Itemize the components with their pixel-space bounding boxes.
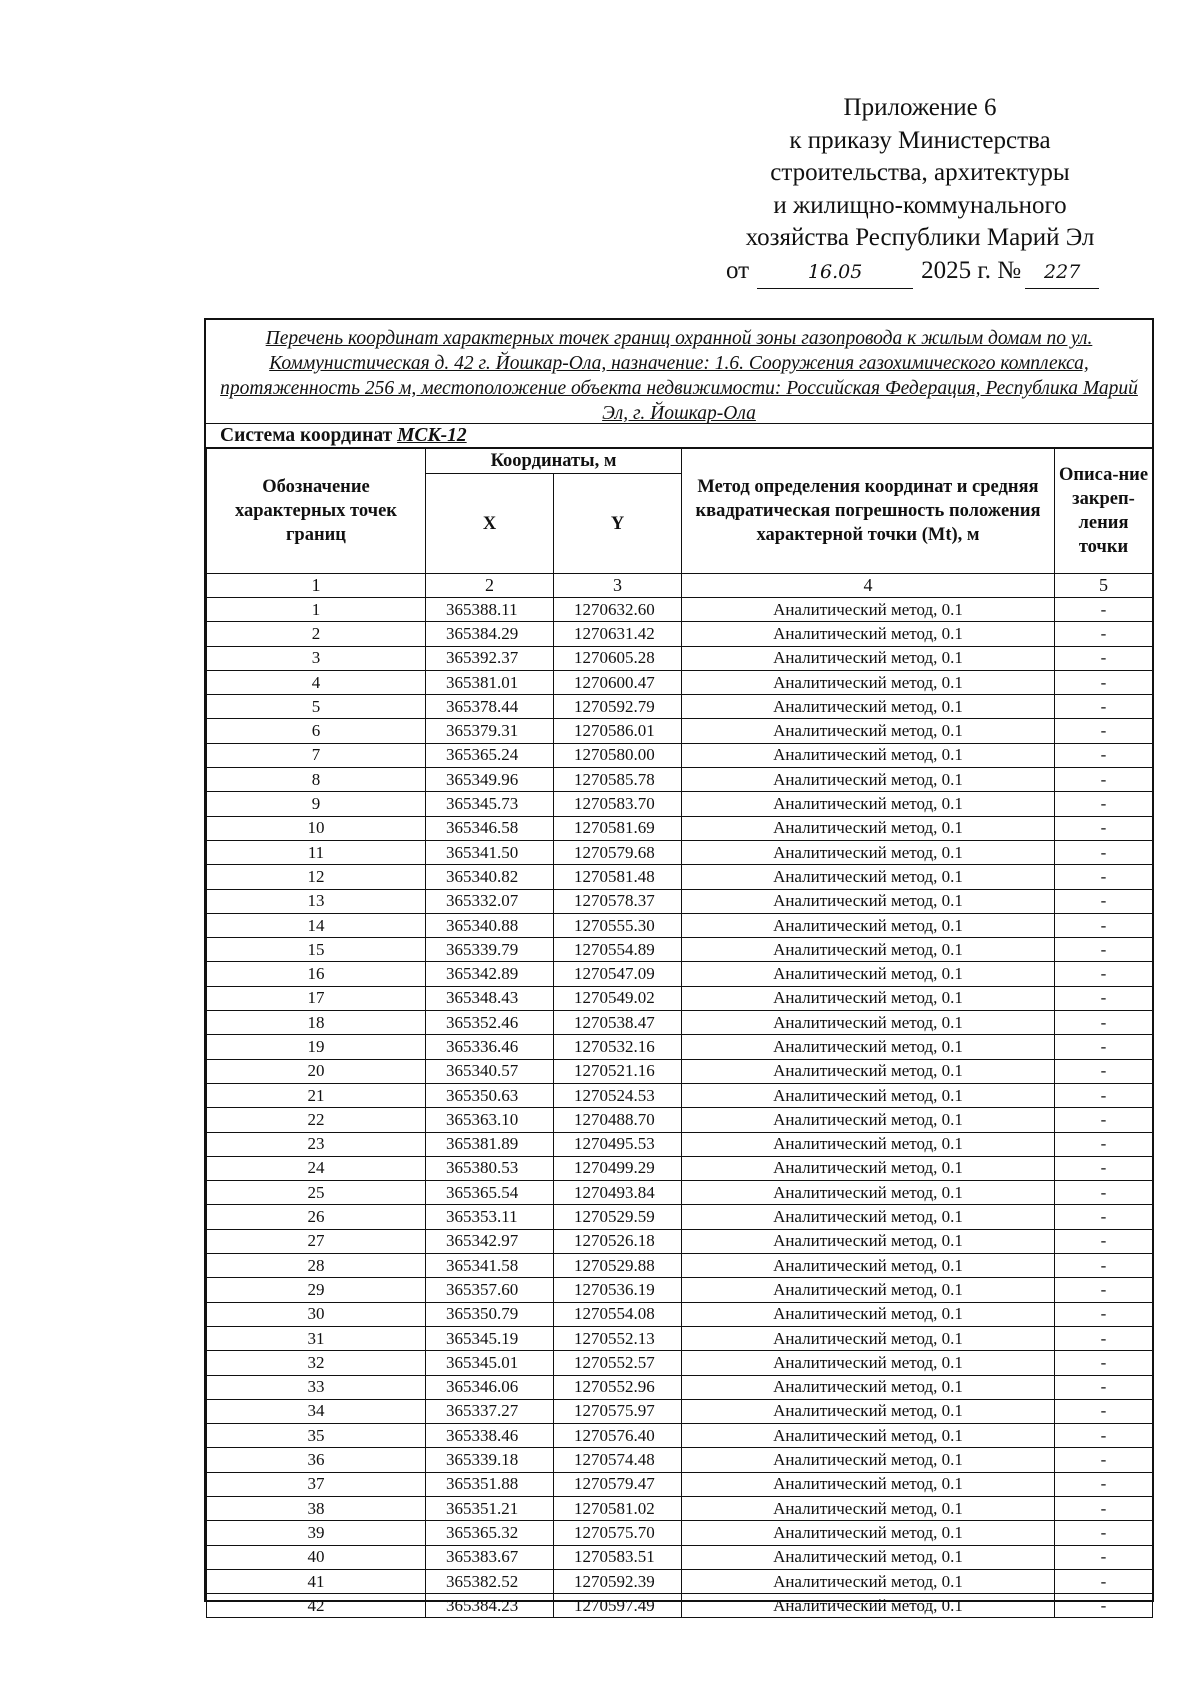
cell-point: 31 [207,1326,426,1350]
cell-method: Аналитический метод, 0.1 [682,1496,1055,1520]
cell-y: 1270524.53 [554,1083,682,1107]
cell-point: 36 [207,1448,426,1472]
cell-y: 1270532.16 [554,1035,682,1059]
cell-point: 30 [207,1302,426,1326]
cell-y: 1270575.70 [554,1521,682,1545]
cell-x: 365365.32 [426,1521,554,1545]
cell-method: Аналитический метод, 0.1 [682,1399,1055,1423]
cell-x: 365381.01 [426,670,554,694]
cell-y: 1270499.29 [554,1156,682,1180]
table-row [207,1035,1153,1059]
table-row [207,1569,1153,1593]
cell-y: 1270585.78 [554,768,682,792]
col-header-method: Метод определения координат и средняя квадратическая погрешность положения характерной точки (Mt), м [682,449,1055,574]
cell-x: 365357.60 [426,1278,554,1302]
table-row [207,962,1153,986]
cell-method: Аналитический метод, 0.1 [682,1448,1055,1472]
cell-point: 2 [207,622,426,646]
col-number-4: 4 [682,574,1055,598]
table-row [207,938,1153,962]
table-row [207,598,1153,622]
table-row [207,1521,1153,1545]
col-number-1: 1 [207,574,426,598]
cell-description: - [1055,598,1153,622]
cell-point: 20 [207,1059,426,1083]
cell-y: 1270592.79 [554,695,682,719]
cell-x: 365381.89 [426,1132,554,1156]
cell-point: 18 [207,1011,426,1035]
cell-x: 365339.79 [426,938,554,962]
table-row [207,1156,1153,1180]
cell-x: 365350.79 [426,1302,554,1326]
table-row [207,1326,1153,1350]
cell-description: - [1055,913,1153,937]
cell-method: Аналитический метод, 0.1 [682,1326,1055,1350]
cell-description: - [1055,1278,1153,1302]
cell-x: 365342.97 [426,1229,554,1253]
cell-method: Аналитический метод, 0.1 [682,816,1055,840]
cell-method: Аналитический метод, 0.1 [682,840,1055,864]
cell-method: Аналитический метод, 0.1 [682,986,1055,1010]
table-row [207,792,1153,816]
cell-description: - [1055,1059,1153,1083]
table-row [207,743,1153,767]
cell-point: 34 [207,1399,426,1423]
cell-method: Аналитический метод, 0.1 [682,1229,1055,1253]
cell-y: 1270554.08 [554,1302,682,1326]
cell-x: 365341.58 [426,1254,554,1278]
cell-method: Аналитический метод, 0.1 [682,1351,1055,1375]
table-row [207,986,1153,1010]
cell-point: 10 [207,816,426,840]
cell-description: - [1055,816,1153,840]
table-row [207,695,1153,719]
col-header-description: Описа-ние закреп-ления точки [1055,449,1153,574]
cell-x: 365363.10 [426,1108,554,1132]
cell-description: - [1055,962,1153,986]
cell-point: 38 [207,1496,426,1520]
table-row [207,816,1153,840]
cell-description: - [1055,1205,1153,1229]
cell-description: - [1055,1351,1153,1375]
cell-x: 365351.21 [426,1496,554,1520]
cell-method: Аналитический метод, 0.1 [682,1132,1055,1156]
cell-point: 25 [207,1181,426,1205]
cell-method: Аналитический метод, 0.1 [682,1375,1055,1399]
cell-x: 365346.58 [426,816,554,840]
cell-method: Аналитический метод, 0.1 [682,1545,1055,1569]
cell-description: - [1055,792,1153,816]
cell-y: 1270579.68 [554,840,682,864]
table-row [207,1351,1153,1375]
table-row [207,1278,1153,1302]
cell-point: 13 [207,889,426,913]
table-row [207,1424,1153,1448]
table-row [207,1302,1153,1326]
cell-method: Аналитический метод, 0.1 [682,1472,1055,1496]
cell-x: 365351.88 [426,1472,554,1496]
appendix-ministry-line3: хозяйства Республики Марий Эл [745,224,1095,251]
cell-method: Аналитический метод, 0.1 [682,1278,1055,1302]
appendix-order-line: к приказу Министерства [789,126,1051,154]
cell-method: Аналитический метод, 0.1 [682,1594,1055,1618]
cell-y: 1270574.48 [554,1448,682,1472]
table-row [207,1254,1153,1278]
cell-x: 365379.31 [426,719,554,743]
cell-x: 365332.07 [426,889,554,913]
coordinate-system-row [206,424,1152,448]
cell-description: - [1055,1132,1153,1156]
table-row [207,1496,1153,1520]
cell-x: 365383.67 [426,1545,554,1569]
cell-x: 365350.63 [426,1083,554,1107]
cell-y: 1270580.00 [554,743,682,767]
cell-method: Аналитический метод, 0.1 [682,962,1055,986]
cell-method: Аналитический метод, 0.1 [682,889,1055,913]
cell-y: 1270578.37 [554,889,682,913]
cell-method: Аналитический метод, 0.1 [682,1205,1055,1229]
appendix-title: Приложение 6 [843,94,997,121]
cell-y: 1270555.30 [554,913,682,937]
cell-y: 1270538.47 [554,1011,682,1035]
cell-point: 16 [207,962,426,986]
cell-method: Аналитический метод, 0.1 [682,646,1055,670]
cell-description: - [1055,695,1153,719]
cell-y: 1270554.89 [554,938,682,962]
cell-y: 1270631.42 [554,622,682,646]
cell-point: 40 [207,1545,426,1569]
handwritten-date: 16.05 [757,256,913,290]
cell-x: 365346.06 [426,1375,554,1399]
cell-method: Аналитический метод, 0.1 [682,1156,1055,1180]
cell-point: 9 [207,792,426,816]
cell-x: 365365.54 [426,1181,554,1205]
cell-method: Аналитический метод, 0.1 [682,1424,1055,1448]
cell-x: 365378.44 [426,695,554,719]
cell-x: 365349.96 [426,768,554,792]
cell-description: - [1055,1302,1153,1326]
cell-method: Аналитический метод, 0.1 [682,865,1055,889]
table-row [207,1059,1153,1083]
cell-description: - [1055,1083,1153,1107]
cell-y: 1270526.18 [554,1229,682,1253]
cell-method: Аналитический метод, 0.1 [682,1108,1055,1132]
cell-x: 365336.46 [426,1035,554,1059]
table-row [207,1011,1153,1035]
cell-point: 33 [207,1375,426,1399]
date-prefix: от [726,256,750,284]
cell-y: 1270576.40 [554,1424,682,1448]
table-row [207,865,1153,889]
cell-description: - [1055,622,1153,646]
cell-description: - [1055,1545,1153,1569]
appendix-ministry-line1: строительства, архитектуры [770,159,1070,186]
cell-method: Аналитический метод, 0.1 [682,1035,1055,1059]
col-header-x: X [426,474,554,574]
order-year-label: 2025 г. № [921,256,1022,284]
appendix-ministry-line2: и жилищно-коммунального [773,191,1067,219]
cell-x: 365348.43 [426,986,554,1010]
cell-x: 365337.27 [426,1399,554,1423]
cell-point: 32 [207,1351,426,1375]
cell-x: 365384.23 [426,1594,554,1618]
col-number-3: 3 [554,574,682,598]
cell-method: Аналитический метод, 0.1 [682,670,1055,694]
table-row [207,1399,1153,1423]
cell-description: - [1055,1448,1153,1472]
cell-x: 365345.73 [426,792,554,816]
cell-description: - [1055,719,1153,743]
order-date-line [700,255,1140,290]
cell-y: 1270549.02 [554,986,682,1010]
coordinate-system-label: Система координат [220,425,393,446]
col-number-5: 5 [1055,574,1153,598]
table-row [207,840,1153,864]
cell-y: 1270586.01 [554,719,682,743]
cell-point: 41 [207,1569,426,1593]
cell-method: Аналитический метод, 0.1 [682,768,1055,792]
cell-description: - [1055,1569,1153,1593]
cell-y: 1270597.49 [554,1594,682,1618]
cell-method: Аналитический метод, 0.1 [682,913,1055,937]
cell-point: 22 [207,1108,426,1132]
cell-description: - [1055,938,1153,962]
cell-x: 365388.11 [426,598,554,622]
cell-y: 1270632.60 [554,598,682,622]
table-row [207,1229,1153,1253]
cell-method: Аналитический метод, 0.1 [682,598,1055,622]
table-row [207,1132,1153,1156]
cell-point: 14 [207,913,426,937]
cell-point: 12 [207,865,426,889]
cell-method: Аналитический метод, 0.1 [682,695,1055,719]
cell-method: Аналитический метод, 0.1 [682,1302,1055,1326]
cell-y: 1270581.48 [554,865,682,889]
cell-method: Аналитический метод, 0.1 [682,1181,1055,1205]
cell-description: - [1055,1594,1153,1618]
cell-method: Аналитический метод, 0.1 [682,1083,1055,1107]
cell-point: 15 [207,938,426,962]
cell-point: 28 [207,1254,426,1278]
col-number-2: 2 [426,574,554,598]
cell-description: - [1055,1108,1153,1132]
cell-y: 1270493.84 [554,1181,682,1205]
table-row [207,1205,1153,1229]
cell-x: 365345.01 [426,1351,554,1375]
cell-description: - [1055,1375,1153,1399]
cell-x: 365338.46 [426,1424,554,1448]
col-header-point: Обозначение характерных точек границ [207,449,426,574]
cell-point: 19 [207,1035,426,1059]
cell-y: 1270529.88 [554,1254,682,1278]
cell-method: Аналитический метод, 0.1 [682,622,1055,646]
table-row [207,1448,1153,1472]
table-row [207,1375,1153,1399]
cell-point: 23 [207,1132,426,1156]
table-row [207,768,1153,792]
cell-point: 29 [207,1278,426,1302]
cell-point: 24 [207,1156,426,1180]
cell-description: - [1055,670,1153,694]
table-row [207,889,1153,913]
cell-x: 365340.82 [426,865,554,889]
cell-y: 1270488.70 [554,1108,682,1132]
table-row [207,646,1153,670]
cell-y: 1270552.96 [554,1375,682,1399]
cell-point: 21 [207,1083,426,1107]
cell-method: Аналитический метод, 0.1 [682,1011,1055,1035]
cell-description: - [1055,1399,1153,1423]
cell-point: 26 [207,1205,426,1229]
coordinates-table [206,448,1153,1618]
cell-method: Аналитический метод, 0.1 [682,1254,1055,1278]
cell-y: 1270583.70 [554,792,682,816]
cell-y: 1270552.57 [554,1351,682,1375]
cell-y: 1270583.51 [554,1545,682,1569]
coordinates-sheet [204,318,1154,1615]
cell-method: Аналитический метод, 0.1 [682,792,1055,816]
table-row [207,913,1153,937]
cell-description: - [1055,1229,1153,1253]
col-header-y: Y [554,474,682,574]
table-caption: Перечень координат характерных точек границ охранной зоны газопровода к жилым домам по ул. Коммунистическая д. 42 г. Йошкар-Ола, назначение: 1.6. Сооружения газохимического комплекса, протяженность 256 м, местоположение объекта недвижимости: Российская Федерация, Республика Марий Эл, г. Йошкар-Ола [206,320,1152,424]
cell-point: 1 [207,598,426,622]
appendix-header [700,92,1140,289]
cell-x: 365384.29 [426,622,554,646]
cell-y: 1270547.09 [554,962,682,986]
cell-description: - [1055,1472,1153,1496]
cell-x: 365340.88 [426,913,554,937]
table-row [207,670,1153,694]
cell-description: - [1055,743,1153,767]
cell-y: 1270575.97 [554,1399,682,1423]
cell-x: 365365.24 [426,743,554,767]
cell-y: 1270581.69 [554,816,682,840]
table-row [207,1472,1153,1496]
cell-x: 365382.52 [426,1569,554,1593]
cell-x: 365345.19 [426,1326,554,1350]
cell-point: 5 [207,695,426,719]
cell-point: 7 [207,743,426,767]
table-row [207,1108,1153,1132]
cell-y: 1270521.16 [554,1059,682,1083]
cell-description: - [1055,1521,1153,1545]
cell-description: - [1055,1424,1153,1448]
cell-y: 1270552.13 [554,1326,682,1350]
cell-point: 27 [207,1229,426,1253]
cell-point: 3 [207,646,426,670]
cell-point: 35 [207,1424,426,1448]
cell-x: 365342.89 [426,962,554,986]
cell-y: 1270495.53 [554,1132,682,1156]
cell-y: 1270536.19 [554,1278,682,1302]
cell-method: Аналитический метод, 0.1 [682,1521,1055,1545]
cell-x: 365352.46 [426,1011,554,1035]
cell-description: - [1055,646,1153,670]
cell-point: 4 [207,670,426,694]
cell-y: 1270600.47 [554,670,682,694]
cell-description: - [1055,1326,1153,1350]
cell-point: 6 [207,719,426,743]
cell-description: - [1055,1156,1153,1180]
cell-description: - [1055,1496,1153,1520]
cell-x: 365392.37 [426,646,554,670]
table-row [207,622,1153,646]
cell-point: 11 [207,840,426,864]
cell-y: 1270579.47 [554,1472,682,1496]
cell-x: 365339.18 [426,1448,554,1472]
cell-x: 365380.53 [426,1156,554,1180]
cell-y: 1270529.59 [554,1205,682,1229]
cell-y: 1270592.39 [554,1569,682,1593]
handwritten-order-number: 227 [1025,256,1099,290]
cell-point: 8 [207,768,426,792]
cell-description: - [1055,768,1153,792]
cell-description: - [1055,1181,1153,1205]
cell-description: - [1055,1035,1153,1059]
table-row [207,719,1153,743]
cell-y: 1270605.28 [554,646,682,670]
cell-x: 365340.57 [426,1059,554,1083]
cell-description: - [1055,986,1153,1010]
cell-x: 365353.11 [426,1205,554,1229]
table-row [207,1083,1153,1107]
cell-method: Аналитический метод, 0.1 [682,938,1055,962]
cell-method: Аналитический метод, 0.1 [682,1569,1055,1593]
cell-point: 17 [207,986,426,1010]
cell-description: - [1055,865,1153,889]
cell-description: - [1055,1254,1153,1278]
table-row [207,1594,1153,1618]
cell-point: 37 [207,1472,426,1496]
cell-description: - [1055,840,1153,864]
cell-method: Аналитический метод, 0.1 [682,1059,1055,1083]
cell-y: 1270581.02 [554,1496,682,1520]
col-header-coordinates: Координаты, м [426,449,682,474]
cell-point: 42 [207,1594,426,1618]
cell-description: - [1055,889,1153,913]
cell-point: 39 [207,1521,426,1545]
coordinate-system-value: МСК-12 [397,425,467,446]
cell-description: - [1055,1011,1153,1035]
cell-method: Аналитический метод, 0.1 [682,719,1055,743]
table-row [207,1545,1153,1569]
table-row [207,1181,1153,1205]
cell-x: 365341.50 [426,840,554,864]
cell-method: Аналитический метод, 0.1 [682,743,1055,767]
